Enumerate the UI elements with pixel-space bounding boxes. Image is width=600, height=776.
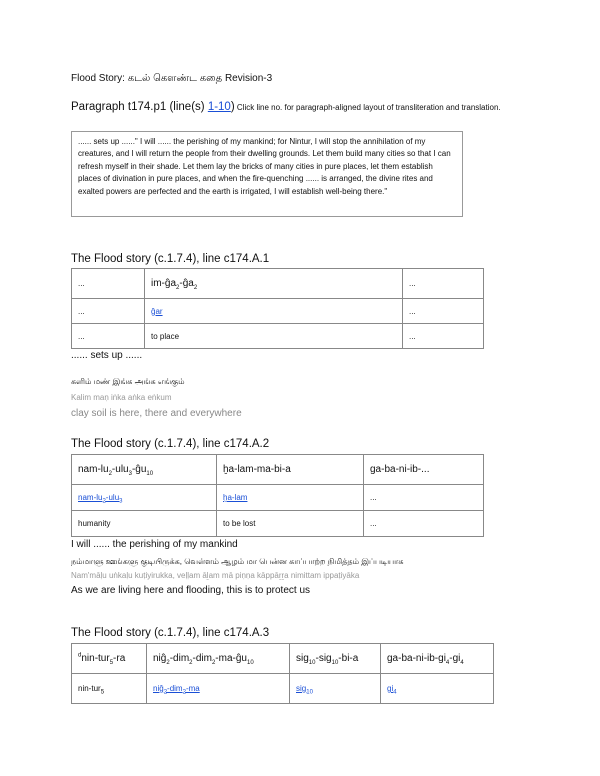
cell: ... xyxy=(364,485,484,511)
line-translation-a1: ...... sets up ...... xyxy=(71,350,143,361)
paragraph-lines-link[interactable]: 1-10 xyxy=(207,101,231,113)
cell: nin-tur$_5$ xyxy=(72,674,147,704)
lemma-link[interactable]: sig$_{10}$ xyxy=(296,684,313,696)
gloss-a1: clay soil is here, there and everywhere xyxy=(71,408,242,419)
cell: $niĝ_2-dim_2-dim_2-ma-ĝu_{10}$ xyxy=(147,644,290,674)
lemma-link[interactable]: nam-$lu_2-ulu_3$ xyxy=(78,493,123,505)
cell xyxy=(145,299,403,324)
cell: ... xyxy=(72,269,145,299)
cell: $ga-ba-ni-ib-gi_4-gi_4$ xyxy=(381,644,494,674)
gloss-table-a3 xyxy=(71,643,494,704)
cell: to place xyxy=(145,324,403,349)
cell: ... xyxy=(403,269,484,299)
gloss-table-a2 xyxy=(71,454,484,537)
translit-a1: Kalim maṇ iṅka aṅka eṅkum xyxy=(71,393,172,402)
line-heading-a2: The Flood story (c.1.7.4), line c174.A.2 xyxy=(71,438,270,450)
tamil-a2: நம்மாளு ஊங்களு குடியிருக்க, வெள்ளம் ஆழம் மா பென்ன காப்பாற்ற நிமித்தம் இப்படியாக xyxy=(71,557,404,566)
cell xyxy=(72,485,217,511)
line-heading-a1: The Flood story (c.1.7.4), line c174.A.1 xyxy=(71,253,270,265)
lemma-link[interactable]: ĝar xyxy=(151,306,163,316)
line-heading-a3: The Flood story (c.1.7.4), line c174.A.3 xyxy=(71,627,270,639)
paragraph-label: Paragraph t174.p1 (line(s) xyxy=(71,101,208,113)
document-title: Flood Story: கடல் கௌண்ட கதை Revision-3 xyxy=(71,73,273,84)
cell: $^d$nin-tur$_5$-ra xyxy=(72,644,147,674)
paragraph-note: Click line no. for paragraph-aligned layout of transliteration and translation. xyxy=(234,103,501,112)
paragraph-suffix: ) xyxy=(230,101,235,113)
cell: ... xyxy=(403,299,484,324)
cell: humanity xyxy=(72,511,217,537)
cell: to be lost xyxy=(217,511,364,537)
cell xyxy=(147,674,290,704)
cell xyxy=(381,674,494,704)
lemma-link[interactable]: $gi_4$ xyxy=(387,684,397,696)
cell: ... xyxy=(364,511,484,537)
cell: ... xyxy=(403,324,484,349)
translit-a2: Nam'māḷu uṅkaḷu kuṭiyirukka, veḷḷam āḻam mā piṇṇa kāppāṟṟa nimittam ippaṭiyāka xyxy=(71,571,360,580)
cell: sig$_{10}$-sig$_{10}$-bi-a xyxy=(290,644,381,674)
gloss-table-a1 xyxy=(71,268,484,349)
cell: ḫa-lam-ma-bi-a xyxy=(217,455,364,485)
cell: ... xyxy=(72,324,145,349)
gloss-a2: As we are living here and flooding, this is to protect us xyxy=(71,585,311,596)
cell xyxy=(290,674,381,704)
lemma-link[interactable]: niĝ$_2$-dim$_2$-ma xyxy=(153,684,200,696)
lemma-link[interactable]: ḫa-lam xyxy=(223,493,248,502)
paragraph-header xyxy=(71,101,541,114)
translation-box: ...... sets up ......" I will ...... the perishing of my mankind; for Nintur, I will stop the annihilation of my creatures, and I will return the people from their dwelling grounds. Let them build many cities so that I can refresh myself in their shade. Let them lay the bricks of many cities in pure places, let them establish places of divination in pure places, and when the fire-quenching ...... is arranged, the divine rites and exalted powers are perfected and the earth is irrigated, I will establish well-being there." xyxy=(71,131,463,217)
tamil-a1: களிம் மண் இங்க அங்க எங்கும் xyxy=(71,377,185,386)
cell: $im-ĝa_2-ĝa_2$ xyxy=(145,269,403,299)
line-translation-a2: I will ...... the perishing of my mankind xyxy=(71,539,238,550)
cell: nam-$lu_2-ulu_3-ĝu_{10}$ xyxy=(72,455,217,485)
cell: ... xyxy=(72,299,145,324)
cell xyxy=(217,485,364,511)
cell: ga-ba-ni-ib-... xyxy=(364,455,484,485)
